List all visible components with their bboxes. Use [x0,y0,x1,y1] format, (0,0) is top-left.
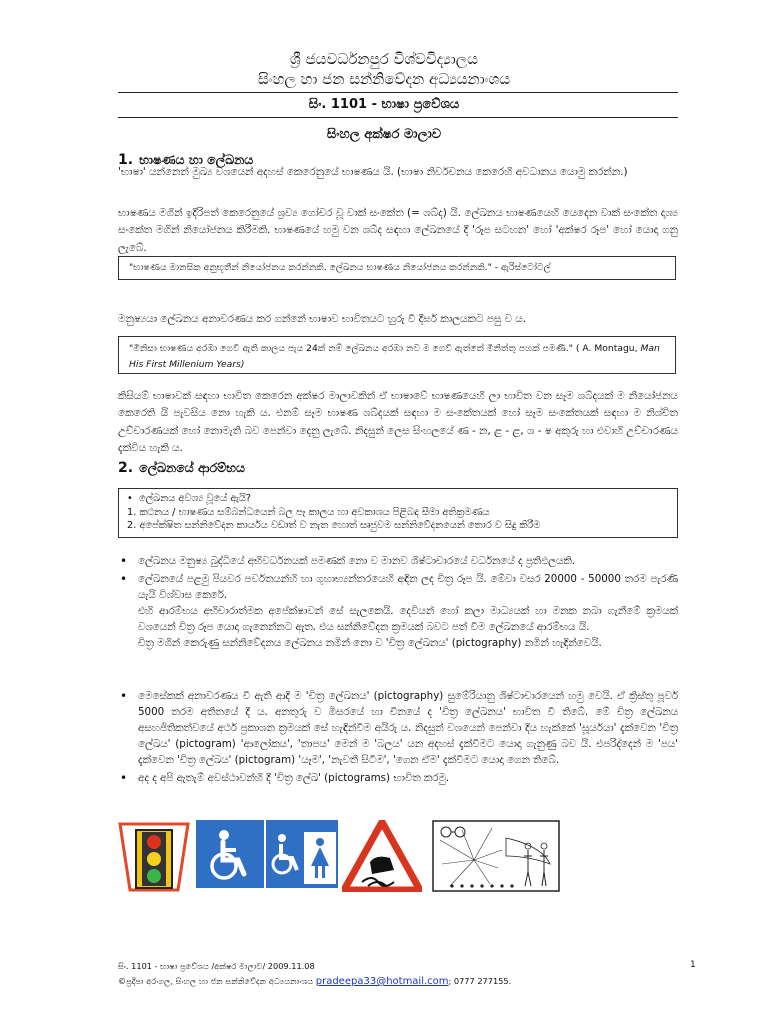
list-item [118,553,678,569]
list-item-text: අද ද අපි ඇතැම් අවස්ථාවන්හි දී 'චිත්‍ර ලේඛ' (pictograms) භාවිත කරමු. [138,772,450,784]
paragraph: කිසියම් භාෂාවක් සඳහා භාවිත කෙරෙන අක්ෂර මාලාවකින් ඒ භාෂාවේ භාෂණයෙහි ලා භාවිත වන සෑම ශබ්දයක් ම නියෝජනය කෙරෙති යි පැවසිය නො හැකි ය. එනම් සෑම භාෂණ ශබ්දයක් සඳහා ම සංකේතයක් හෝ සෑම සංකේතයක් සඳහා ම නිශ්චිත උච්චාරණයක් හෝ නොමැති බව පෙන්වා දෙනු ලැබේ. නිදසුන් ලෙස සිංහලයේ ණ - න, ළ - ළ, ශ - ෂ අකුරු හා එවාහි උච්චාරණය දැක්විය හැකි ය. [118,390,678,455]
section-title: ලේඛනයේ ආරම්භය [139,460,245,475]
box-item: 2. අපේක්ෂිත සන්නිවේදන කාර්යය වඩාත් ව නැත හොත් සෘජුවම සන්නිවේදනයෙන් තොර ව සිදු කිරීම [127,520,541,532]
email-link[interactable]: pradeepa33@hotmail.com [315,976,449,987]
header-rule-bottom [118,117,678,118]
section-number: 1. [118,152,134,168]
list-item-text: එහි ආරම්භය අභිචාරාත්මක අපේක්ෂාවන් සේ සැලකෙයි. දෙවියන් හෝ කලා මාධ්‍යයක් හා මනක නබා ගැනීමේ ක්‍රමයක් වශයෙන් චිත්‍ර රූප යොදා ගැනෙන්නට ඇත. එය සන්නිවේදන ක්‍රමයක් බවට පත් වීම ලේඛනයේ ආරම්භය යි. [138,605,678,633]
quote-box [118,336,676,374]
header-rule-top [118,92,678,93]
paragraph: මනුෂ්‍යයා ලේඛනය අනාවරණය කර ගන්නේ භාෂාව භාවිතයට හුරු වී දීර්ඝ කාලයකට පසු ව ය. [118,313,527,325]
traffic-light-icon [118,820,190,892]
bullet-list [118,688,678,786]
list-item [118,571,678,651]
document-title: සිංහල අක්ෂර මාලාව [326,127,442,142]
department-name: සිංහල හා ජන සන්නිවේදන අධ්‍යයනාංශය [257,70,510,88]
section-number: 2. [118,460,134,476]
bullet-list [118,553,678,651]
quote-box [118,256,676,280]
question-box [118,488,678,538]
university-name: ශ්‍රී ජයවර්ධනපුර විශ්වවිද්‍යාලය [290,50,478,68]
course-code: සිං. 1101 - භාෂා ප්‍රවේශය [308,97,460,112]
quote-text: "මිනිසා භාෂණය අරඹා ගෙවී ඇති කාලය පැය 24ක් නම් ලේඛනය අරඹා නව ම ගෙවී ඇත්තේ මිනිත්තු පහක් පමණි." ( A. Montagu, [129,343,641,354]
quote-text: "භාෂණය මානසික අනුභූතීන් නියෝජනය කරන්නකි. ලේඛනය භාෂණය නියෝජනය කරන්නකි." - ඇරිස්ටෝටල් [129,262,551,273]
page-number: 1 [690,960,696,970]
phone-number: ; 0777 277155. [448,976,512,986]
paragraph: 'භාෂා' යන්නෙන් මුඛ්‍ය වශයෙන් අදහස් කෙරෙනුයේ භාෂණය යි. (භාෂා නිර්වචනය කෙරෙහි අවධානය යොමු කරන්න.) [118,166,628,178]
list-item-text: • ලේඛනයේ පළමු පියවර පර්වතයන්හි හා ගුහාභ්‍යන්තරයෙහි අඳින ලද චිත්‍ර රූප යි. මේවා වසර 20000 - 50000 තරම පැරණි යැයි විශ්වාස කෙරේ. [138,573,678,601]
footer-line: සිං. 1101 - භාෂා ප්‍රවේශය /අක්ෂර මාලාව/ 2009.11.08 [118,961,315,971]
section-title: භාෂණය හා ලේඛනය [139,152,254,167]
list-item-text: ලේඛනය මනුෂ්‍ය බුද්ධියේ අභිවර්ධනයක් පමණක් නො ව මානව ශිෂ්ටාචාරයේ වර්ධනයේ ද ප්‍රතිඵලයකි. [138,555,576,567]
list-item-text: මෙසේකක් අනාවරණය වී ඇති ආදි ම 'චිත්‍ර ලේඛනය' (pictography) සුමේරියානු ශිෂ්ටාචාරයෙන් හමු වෙයි. ඒ ක්‍රිස්තු පූර්ව 5000 තරම අතීතයේ දී ය. අනතුරු ව මිසරයේ හා චීනයේ ද 'චිත්‍ර ලේඛනය' භාවිත වී තිබේ. මේ චිත්‍ර ලේඛනය අසහජිතිකත්වයේ අර්ථ ප්‍රකාශන ක්‍රමයක් සේ හැඳින්වීම අයිරු ය. නිදසුන් වශයෙන් පෙන්වා දිය හැක්කේ 'සූර්යයා' දැක්වෙන 'චිත්‍ර ලේඛය' (pictogram) 'ආලෝකය', 'තාපය' මෙන් ම 'බලය' යන අදහස් දැක්වීමට යොදා ගැනුණු බව යි. එපරිද්දෙන් ම 'පය' දැක්වෙන 'චිත්‍ර ලේඛය' (pictogram) 'යෑම', 'නැවතී සිටීම', 'ගෙන ඒම' දැක්වීමට යොදා ගෙන තිබේ. [138,690,678,766]
box-title: • ලේඛනය අවශ්‍ය වූයේ ඇයි? [127,493,251,504]
list-item [118,688,678,768]
pictogram-figures [118,820,678,892]
box-title-text: ලේඛනය අවශ්‍ය වූයේ ඇයි? [139,493,251,504]
slippery-road-warning-icon [342,820,422,892]
quote-source: Man His First Millenium Years) [129,343,660,370]
footer-credit [118,975,698,988]
box-item: 1. කථනය / භාෂණය සම්බන්ධයෙන් බල පෑ කාලය හා අවකාශය පිළිබඳ සීමා අතික්‍රමණය [127,506,490,518]
wheelchair-woman-sign-icon [266,820,338,888]
pioneer-plaque-icon [432,820,560,892]
list-item [118,770,678,786]
list-item-text: චිත්‍ර මගින් කෙරුණු සන්නිවේදනය ලේඛනය නමින් නො ව 'චිත්‍ර ලේඛනය' (pictography) නමින් හැඳින්වෙයි. [138,637,602,649]
author-credit: ©ප්‍රදීපා අරංගල, සිංහල හා ජන සන්නිවේදන අධ්‍යයනාංශය [118,976,316,986]
section-2-heading [118,460,245,476]
paragraph: භාෂණය මගින් ඉදිරිපත් කෙරෙනුයේ ශ්‍රව්‍ය ගෝචර වූ වාක් සංකේත (= ශබ්ද) යි. ලේඛනය භාෂණයෙහි යෙදෙන වාක් සංකේත දෘශ්‍ය සංකේත මගින් නියෝජනය කිරීමකි. භාෂණයේ හමු වන ශබ්ද සඳහා ලේඛනයේ දී 'රූප සටහන' හෝ 'අක්ෂර රූප' හෝ යොදා ගනු ලැබේ. [118,207,678,254]
wheelchair-sign-icon [196,820,264,888]
